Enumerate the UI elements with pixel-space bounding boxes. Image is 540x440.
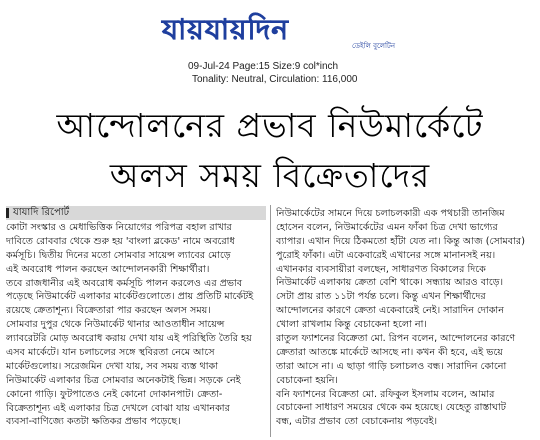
article-text-line: বেচাকেনা সাধারণ সময়ের থেকে কম হয়েছে। যেহেতু রাস্তাঘাট xyxy=(276,402,506,414)
article-text-line: পড়েছে নিউমার্কেট এলাকার মার্কেটগুলোতে। প্রায় প্রতিটি মার্কেটই xyxy=(6,291,254,303)
clipping-meta-tonality: Tonality: Neutral, Circulation: 116,000 xyxy=(192,74,358,85)
article-text-line: বিক্রেতাশূন্য এই এলাকার চিত্র দেখলে বোঝা যায় এখানকার xyxy=(6,402,230,414)
article-text-line: নিউমার্কেট এলাকার চিত্র সোমবার অনেকটাই ভিন্ন। সড়কে নেই xyxy=(6,374,241,386)
article-text-line: কোটা সংস্কার ও মেধাভিত্তিক নিয়োগের পরিপত্র বহাল রাখার xyxy=(6,222,232,233)
article-text-line: ব্যাপার। এখান দিয়ে ঠিকমতো হাঁটা যেত না। কিন্তু আজ (সোমবার) xyxy=(276,235,525,247)
article-column-1 xyxy=(6,221,268,429)
article-text-line: কর্মসূচি। দ্বিতীয় দিনের মতো সোমবার সায়েন্স ল্যাবের মোড়ে xyxy=(6,249,231,261)
headline-line-1: আন্দোলনের প্রভাব নিউমার্কেটে xyxy=(56,106,484,145)
article-column-2 xyxy=(276,207,536,429)
article-text-line: নিউমার্কেট এলাকায় ক্রেতা বেশি থাকে। সন্ধ্যায় আরও বাড়ে। xyxy=(276,277,504,289)
article-text-line: এখানকার ব্যবসায়ীরা বলছেন, সাধারণত বিকালের দিকে xyxy=(276,263,486,275)
article-text-line: বন্ধ, এটার প্রভাব তো বেচাকেনায় পড়বেই। xyxy=(276,416,438,428)
article-text-line: এসব মার্কেটে। যান চলাচলের সঙ্গে স্থবিরতা নেমে আসে xyxy=(6,347,215,359)
article-text-line: সেটা প্রায় রাত ১১টা পর্যন্ত চলে। কিন্তু এখন শিক্ষার্থীদের xyxy=(276,291,486,303)
logo-subtitle: ডেইলি বুলেটিন xyxy=(352,42,395,50)
article-text-line: তারা আসে না। এ ছাড়া গাড়ি চলাচলও বন্ধ। সারাদিন কোনো xyxy=(276,360,507,372)
article-text-line: সোমবার দুপুর থেকে নিউমার্কেট থানার আওতাধীন সায়েন্স xyxy=(6,319,225,331)
article-text-line: বেচাকেনা হয়নি। xyxy=(276,374,338,386)
clipping-meta-date: 09-Jul-24 Page:15 Size:9 col*inch xyxy=(188,61,339,72)
article-text-line: বনি ফ্যাশনের বিক্রেতা মো. রফিকুল ইসলাম বলেন, আমার xyxy=(276,388,495,400)
byline-marker xyxy=(6,208,9,218)
article-text-line: ল্যাবরেটরি মোড় অবরোধ করায় দেখা যায় এই পরিস্থিতি তৈরি হয় xyxy=(6,333,252,345)
article-text-line: আন্দোলনের কারণে ক্রেতা একেবারেই নেই। সারাদিন দোকান xyxy=(276,305,504,317)
article-text-line: এই অবরোধ পালন করছেন আন্দোলনকারী শিক্ষার্থীরা। xyxy=(6,263,210,275)
headline-line-2: অলস সময় বিক্রেতাদের xyxy=(109,156,431,195)
byline: যাযাদি রিপোর্ট xyxy=(13,207,70,218)
article-text-line: খোলা রাখলাম কিন্তু বেচাকেনা হলো না। xyxy=(276,319,427,331)
article-text-line: হোসেন বলেন, নিউমার্কেটের এমন ফাঁকা চিত্র দেখা ভাগ্যের xyxy=(276,221,498,233)
article-text-line: নিউমার্কেটের সামনে দিয়ে চলাচলকারী এক পথচারী তানজিম xyxy=(276,208,505,219)
article-text-line: ক্রেতারা আতঙ্কে মার্কেটে আসছে না। কখন কী হবে, এই ভয়ে xyxy=(276,346,503,358)
article-text-line: তবে রাজধানীর এই অবরোধ কর্মসূচি পালন করলেও এর প্রভাব xyxy=(6,277,243,289)
article-text-line: পুরোই ফাঁকা। এটা একেবারেই এখানের সঙ্গে মানানসই নয়। xyxy=(276,249,496,261)
article-text-line: দাবিতে রোববার থেকে শুরু হয় 'বাংলা ব্লকেড' নামে অবরোধ xyxy=(6,235,235,247)
article-text-line: মার্কেটগুলোয়। সরেজমিন দেখা যায়, সব সময় ব্যস্ত থাকা xyxy=(6,360,219,372)
article-text-line: রয়েছে ক্রেতাশূন্য। বিক্রেতারা পার করছেন অলস সময়। xyxy=(6,305,211,317)
masthead xyxy=(0,4,540,56)
column-divider xyxy=(270,205,271,437)
article-text-line: কোনো গাড়ি। ফুটপাতেও নেই কোনো দোকানপাট। ক্রেতা- xyxy=(6,388,223,400)
newspaper-logo: যায়যায়দিন xyxy=(158,12,392,48)
article-text-line: রাতুল ফ্যাশনের বিক্রেতা মো. রিপন বলেন, আন্দোলনের কারণে xyxy=(276,333,516,345)
article-text-line: ব্যবসা-বাণিজ্যে কতটা ক্ষতিকর প্রভাব পড়েছে। xyxy=(6,416,181,428)
